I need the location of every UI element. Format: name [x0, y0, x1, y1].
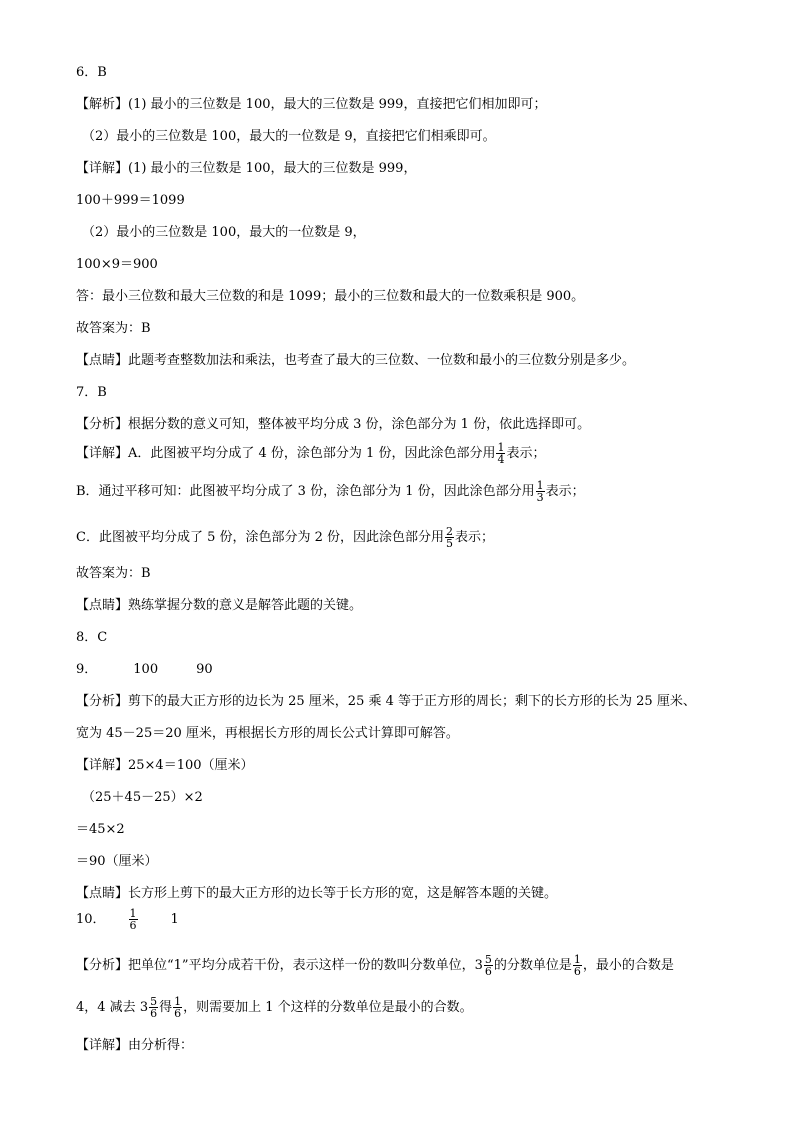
comment-7: 【点睛】熟练掌握分数的意义是解答此题的关键。: [76, 598, 363, 613]
analysis-6-part2: （2）最小的三位数是 100，最大的一位数是 9，直接把它们相乘即可。: [82, 129, 496, 144]
detail-10: 【详解】由分析得：: [76, 1038, 194, 1053]
answer-statement-6: 答：最小三位数和最大三位数的和是 1099；最小的三位数和最大的一位数乘积是 900。: [76, 289, 585, 304]
answer-10: 10． $\frac{1}{6}$ 1: [76, 907, 179, 932]
detail-9: 【详解】25×4＝100（厘米）: [76, 758, 254, 773]
fraction-one-quarter: $\frac{1}{4}$: [497, 441, 505, 466]
perimeter-expression: （25＋45－25）×2: [82, 790, 203, 805]
analysis-9: 【分析】剪下的最大正方形的边长为 25 厘米，25 乘 4 等于正方形的周长；剩下的长方形的长为 25 厘米、: [76, 694, 696, 709]
fraction-two-fifths: $\frac{2}{5}$: [446, 525, 454, 550]
comment-9: 【点睛】长方形上剪下的最大正方形的边长等于长方形的宽，这是解答本题的关键。: [76, 886, 558, 901]
analysis-10-cont: 4，4 减去 3 $\frac{5}{6}$ 得 $\frac{1}{6}$ ，则需要加上 1 个这样的分数单位是最小的合数。: [76, 995, 473, 1020]
equation-product: 100×9＝900: [76, 257, 158, 272]
answer-7: 7．B: [76, 385, 107, 400]
perimeter-result: ＝90（厘米）: [76, 854, 158, 869]
answer-6: 6．B: [76, 65, 107, 80]
detail-6-part2: （2）最小的三位数是 100，最大的一位数是 9，: [82, 225, 366, 240]
fraction-five-sixths: $\frac{5}{6}$: [150, 995, 158, 1020]
fraction-one-sixth: $\frac{1}{6}$: [174, 995, 182, 1020]
detail-7-a: 【详解】A．此图被平均分成了 4 份，涂色部分为 1 份，因此涂色部分用 $\frac{1}{4}$ 表示；: [76, 441, 546, 466]
equation-sum: 100＋999＝1099: [76, 193, 185, 208]
comment-6: 【点睛】此题考查整数加法和乘法，也考查了最大的三位数、一位数和最小的三位数分别是多少。: [76, 353, 636, 368]
perimeter-step: ＝45×2: [76, 822, 125, 837]
final-answer-7: 故答案为：B: [76, 566, 151, 581]
fraction-one-sixth: $\frac{1}{6}$: [129, 907, 137, 932]
fraction-one-sixth: $\frac{1}{6}$: [573, 953, 581, 978]
detail-6: 【详解】(1) 最小的三位数是 100，最大的三位数是 999，: [76, 161, 417, 176]
answer-9: 9． 100 90: [76, 662, 213, 677]
final-answer-6: 故答案为：B: [76, 321, 151, 336]
detail-7-b: B．通过平移可知：此图被平均分成了 3 份，涂色部分为 1 份，因此涂色部分用 $\frac{1}{3}$ 表示；: [76, 479, 585, 504]
answer-8: 8．C: [76, 630, 108, 645]
fraction-five-sixths: $\frac{5}{6}$: [484, 953, 492, 978]
analysis-9-cont: 宽为 45－25＝20 厘米，再根据长方形的周长公式计算即可解答。: [76, 726, 459, 741]
analysis-10: 【分析】把单位“1”平均分成若干份，表示这样一份的数叫分数单位，3 $\frac{5}{6}$ 的分数单位是 $\frac{1}{6}$ ，最小的合数是: [76, 953, 674, 978]
fraction-one-third: $\frac{1}{3}$: [536, 479, 544, 504]
analysis-7: 【分析】根据分数的意义可知，整体被平均分成 3 份，涂色部分为 1 份，依此选择即可。: [76, 417, 591, 432]
analysis-6: 【解析】(1) 最小的三位数是 100，最大的三位数是 999，直接把它们相加即可；: [76, 97, 547, 112]
detail-7-c: C．此图被平均分成了 5 份，涂色部分为 2 份，因此涂色部分用 $\frac{2}{5}$ 表示；: [76, 525, 495, 550]
